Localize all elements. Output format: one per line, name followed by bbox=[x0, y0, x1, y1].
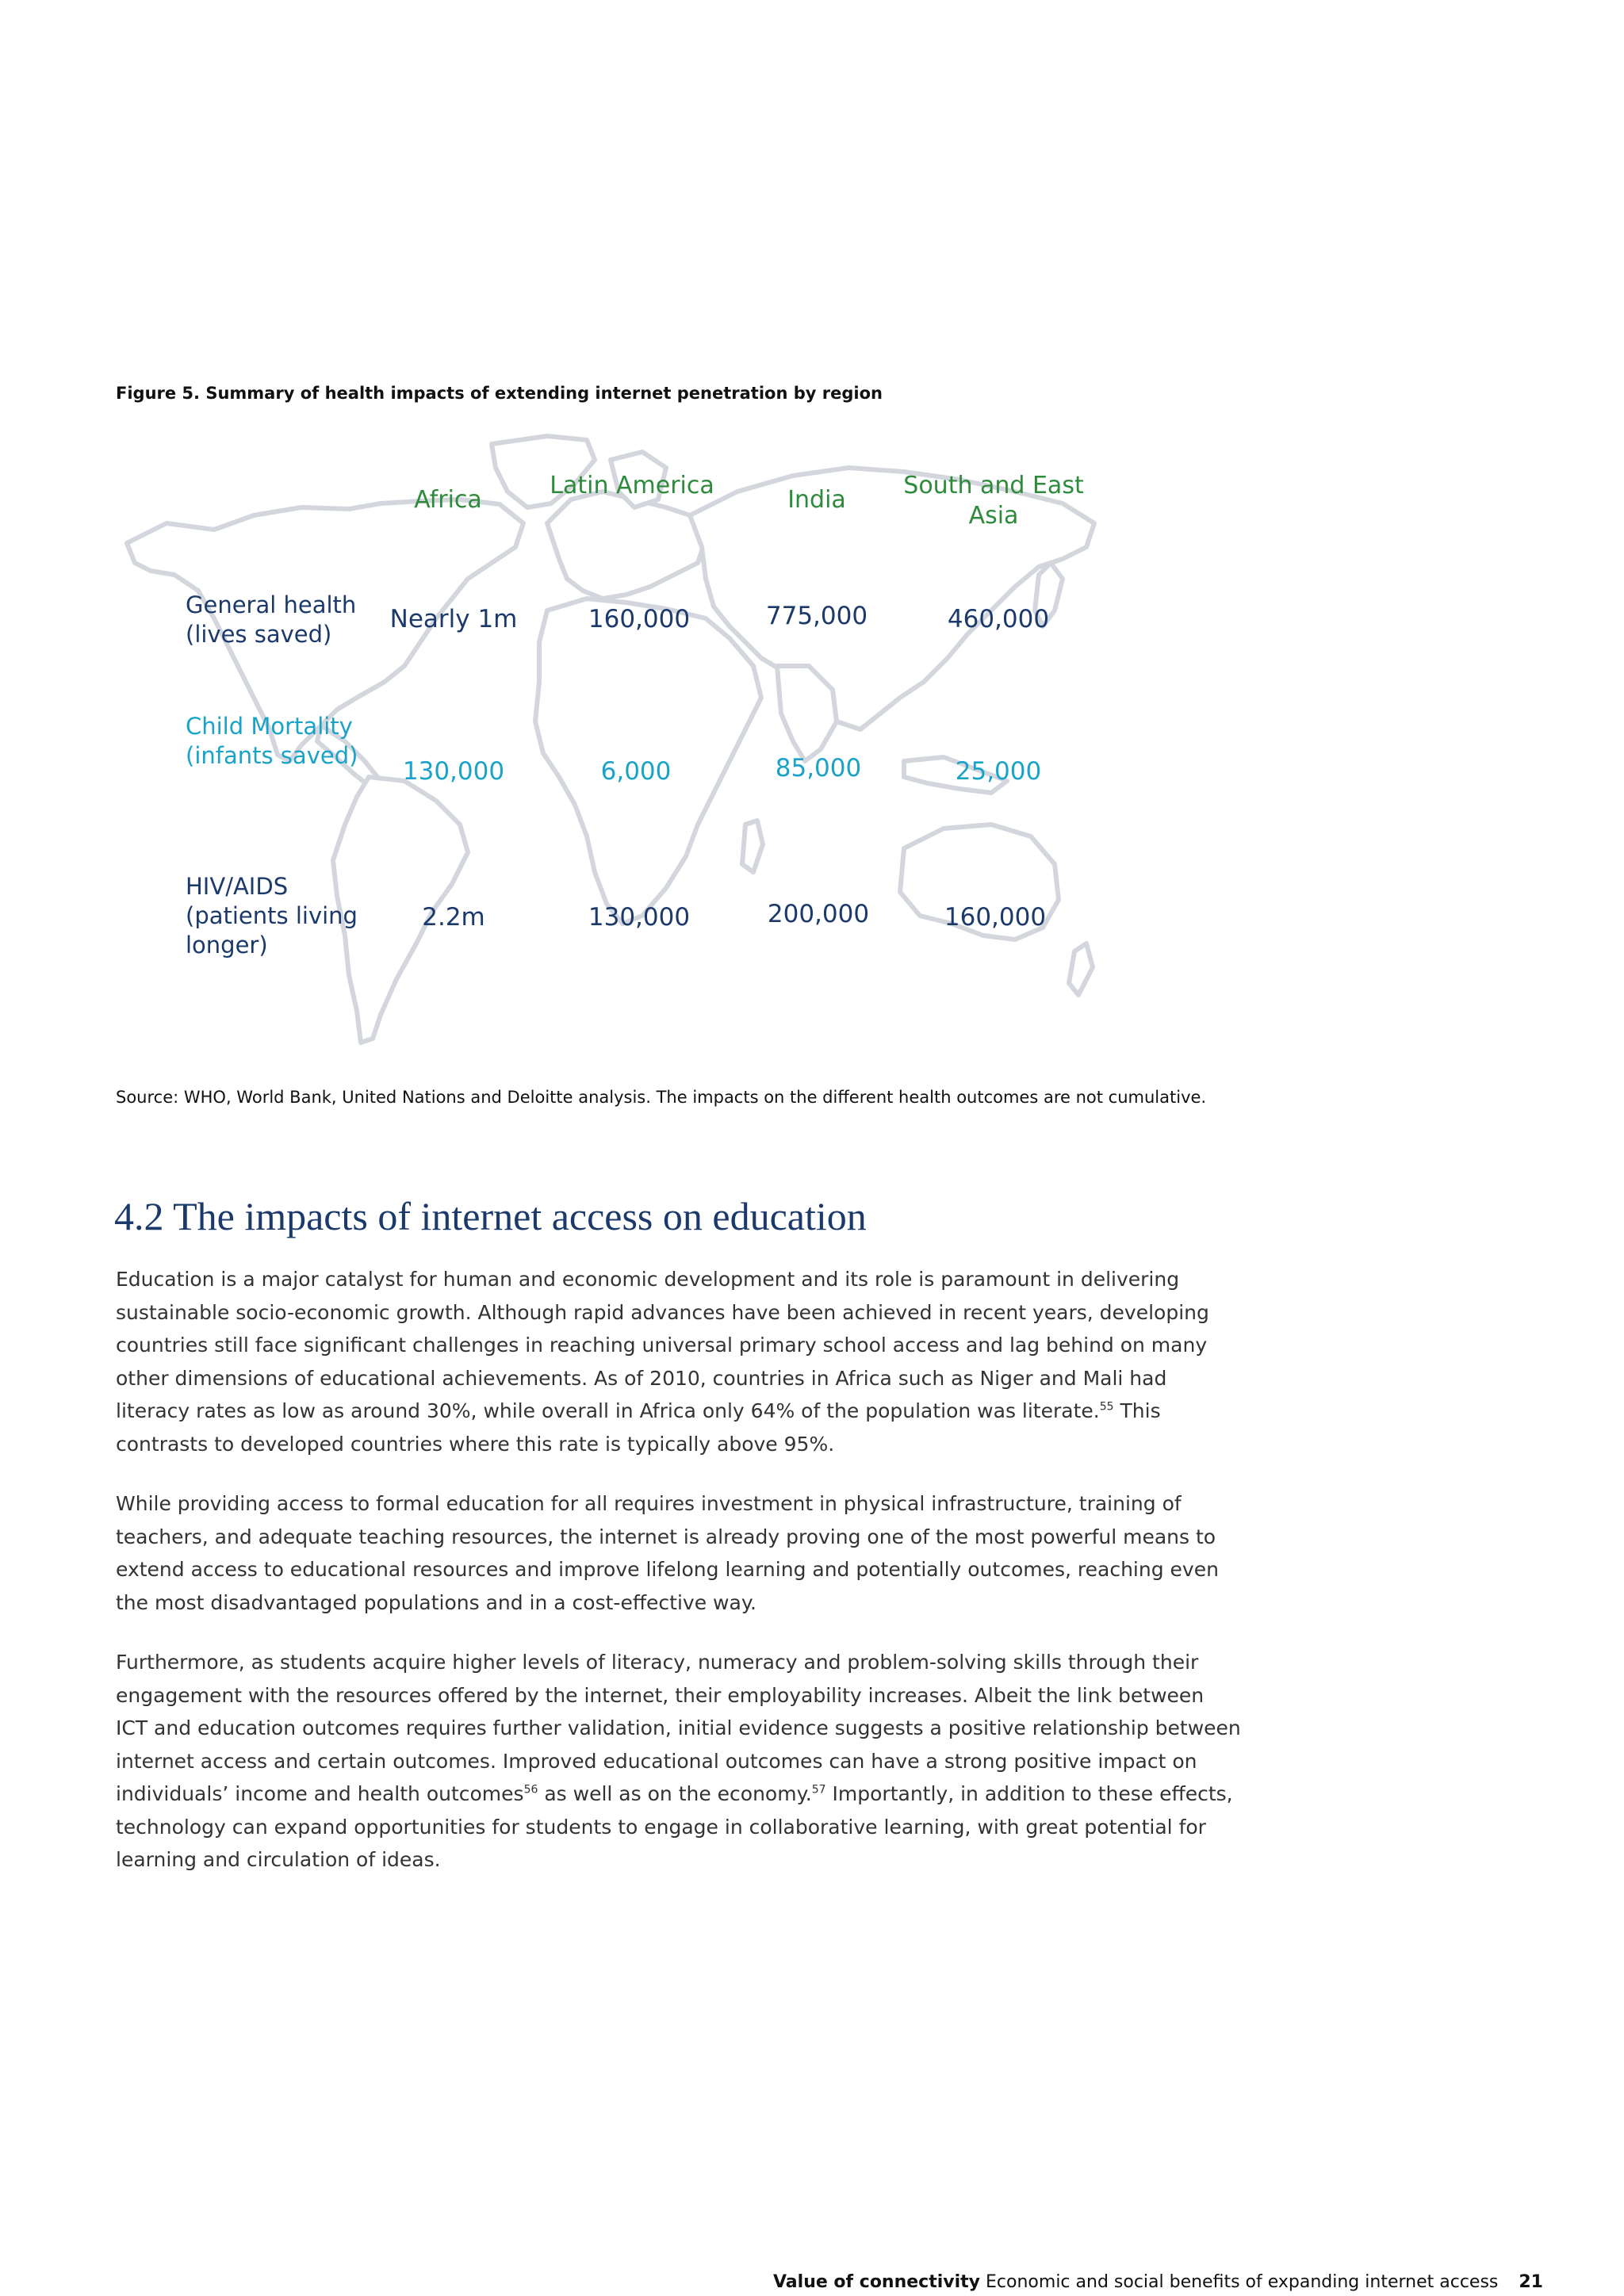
world-map-figure bbox=[119, 428, 1126, 1062]
value-child-mortality-latin-america: 6,000 bbox=[600, 757, 672, 786]
page-number: 21 bbox=[1519, 2272, 1543, 2292]
paragraph-text: Furthermore, as students acquire higher levels of literacy, numeracy and problem-solving skills through their engagement with the resources offered by the internet, their employability increases. Albeit the link between ICT and education outcomes requires further validation, initial evidence suggests a positive relationship between internet access and certain outcomes. Improved educational outcomes can have a strong positive impact on individuals’ income and health outcomes bbox=[116, 1651, 1241, 1805]
column-header-latin-america: Latin America bbox=[550, 472, 714, 499]
footnote-marker: 55 bbox=[1099, 1400, 1114, 1414]
body-paragraph bbox=[116, 1646, 1242, 1877]
figure-source: Source: WHO, World Bank, United Nations and Deloitte analysis. The impacts on the different health outcomes are not cumulative. bbox=[116, 1088, 1207, 1107]
footer-subtitle: Economic and social benefits of expanding internet access bbox=[980, 2272, 1499, 2292]
paragraph-text: Importantly, in addition to these effects, technology can expand opportunities for students to engage in collaborative learning, with great potential for learning and circulation of ideas. bbox=[116, 1782, 1233, 1871]
body-paragraph bbox=[116, 1487, 1242, 1619]
value-hiv-aids-india: 200,000 bbox=[767, 900, 870, 928]
page-footer bbox=[773, 2272, 1543, 2293]
column-header-india: India bbox=[787, 486, 846, 514]
column-header-africa: Africa bbox=[414, 486, 482, 514]
figure-title: Figure 5. Summary of health impacts of extending internet penetration by region bbox=[116, 384, 883, 403]
footer-publication: Value of connectivity bbox=[772, 2272, 981, 2292]
section-body bbox=[116, 1263, 1242, 1904]
column-header-south-east-asia: South and East Asia bbox=[903, 472, 1084, 530]
value-general-health-south-east-asia: 460,000 bbox=[947, 605, 1050, 633]
footnote-marker: 56 bbox=[523, 1783, 538, 1797]
value-general-health-india: 775,000 bbox=[765, 602, 868, 630]
value-hiv-aids-latin-america: 130,000 bbox=[588, 903, 691, 932]
value-child-mortality-india: 85,000 bbox=[775, 754, 862, 783]
body-paragraph bbox=[116, 1263, 1242, 1460]
value-child-mortality-africa: 130,000 bbox=[402, 757, 505, 786]
value-general-health-africa: Nearly 1m bbox=[389, 605, 518, 633]
row-label-hiv-aids: HIV/AIDS (patients living longer) bbox=[186, 873, 358, 959]
value-hiv-aids-africa: 2.2m bbox=[422, 903, 485, 932]
paragraph-text: While providing access to formal education for all requires investment in physical infrastructure, training of teachers, and adequate teaching resources, the internet is already proving one of the most powerful means to extend access to educational resources and improve lifelong learning and potentially outcomes, reaching even the most disadvantaged populations and in a cost-effective way. bbox=[116, 1492, 1219, 1614]
value-hiv-aids-south-east-asia: 160,000 bbox=[944, 903, 1047, 932]
paragraph-text: as well as on the economy. bbox=[538, 1782, 812, 1805]
value-child-mortality-south-east-asia: 25,000 bbox=[955, 757, 1042, 786]
row-label-general-health: General health (lives saved) bbox=[186, 591, 357, 649]
value-general-health-latin-america: 160,000 bbox=[588, 605, 691, 633]
paragraph-text: Education is a major catalyst for human and economic development and its role is paramount in delivering sustainable socio-economic growth. Although rapid advances have been achieved in recent years, developing countries still face significant challenges in reaching universal primary school access and lag behind on many other dimensions of educational achievements. As of 2010, countries in Africa such as Niger and Mali had literacy rates as low as around 30%, while overall in Africa only 64% of the population was literate. bbox=[116, 1268, 1209, 1422]
section-heading: 4.2 The impacts of internet access on education bbox=[114, 1194, 867, 1238]
row-label-child-mortality: Child Mortality (infants saved) bbox=[186, 713, 358, 770]
footnote-marker: 57 bbox=[811, 1783, 826, 1797]
paragraph-text: This contrasts to developed countries where this rate is typically above 95%. bbox=[116, 1399, 1161, 1456]
